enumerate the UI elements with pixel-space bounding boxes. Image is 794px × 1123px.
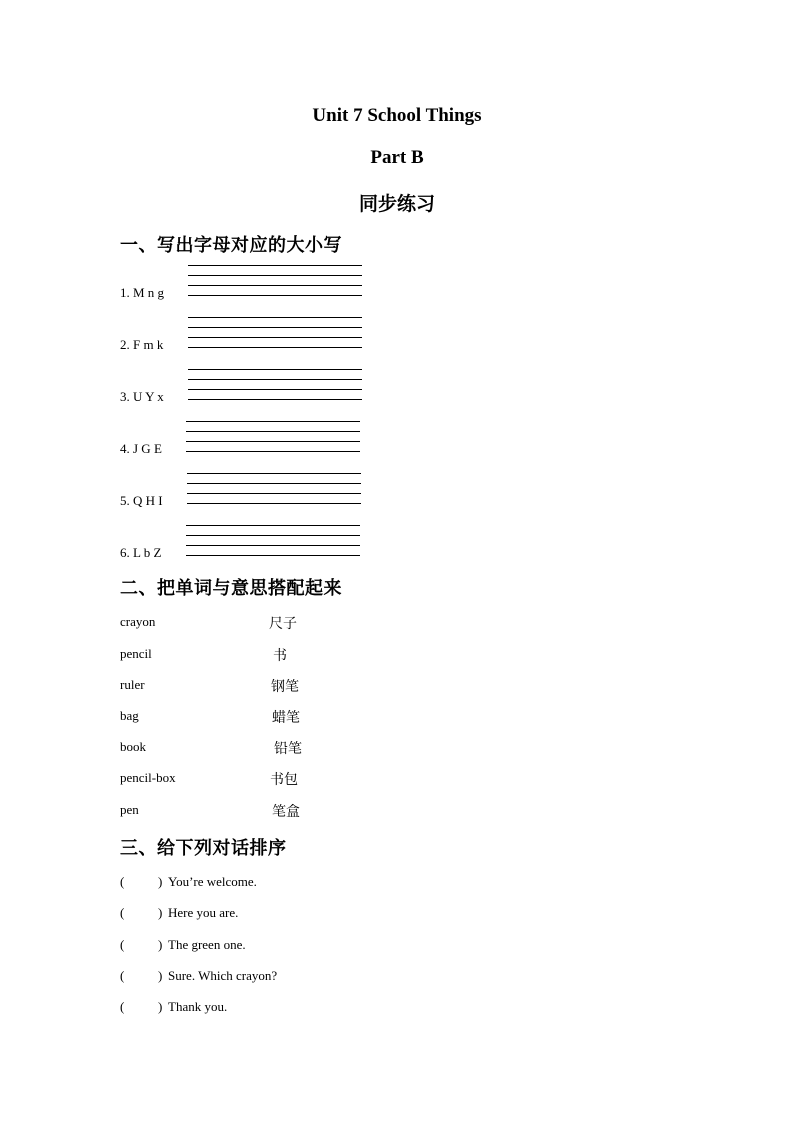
dialogue-text: Here you are. [168, 905, 239, 920]
section-1-heading: 一、写出字母对应的大小写 [120, 235, 342, 255]
writing-lines [188, 317, 362, 349]
chinese-meaning: 书包 [270, 773, 298, 788]
close-paren: ) [158, 874, 163, 889]
writing-lines [186, 421, 360, 453]
close-paren: ) [158, 937, 163, 952]
page-title: Unit 7 School Things [312, 105, 482, 126]
writing-lines [188, 265, 362, 297]
page-subtitle: 同步练习 [358, 194, 435, 215]
english-word: pencil-box [120, 770, 176, 785]
letter-item-label: 1. M n g [120, 285, 165, 300]
open-paren: ( [120, 874, 125, 889]
chinese-meaning: 书 [273, 649, 287, 664]
english-word: crayon [120, 614, 156, 629]
english-word: book [120, 739, 146, 754]
letter-item-label: 5. Q H I [120, 493, 163, 508]
open-paren: ( [120, 968, 125, 983]
chinese-meaning: 蜡笔 [272, 711, 300, 726]
letter-item-label: 2. F m k [120, 337, 164, 352]
section-2-heading: 二、把单词与意思搭配起来 [120, 578, 342, 598]
chinese-meaning: 笔盒 [272, 805, 300, 820]
close-paren: ) [158, 999, 163, 1014]
chinese-meaning: 铅笔 [274, 742, 302, 757]
dialogue-text: Thank you. [168, 999, 228, 1014]
chinese-meaning: 尺子 [269, 617, 297, 632]
dialogue-text: You’re welcome. [168, 874, 257, 889]
open-paren: ( [120, 999, 125, 1014]
letter-item-label: 6. L b Z [120, 545, 162, 560]
letter-item-label: 4. J G E [120, 441, 162, 456]
close-paren: ) [158, 905, 163, 920]
writing-lines [188, 369, 362, 401]
part-label: Part B [370, 147, 424, 168]
open-paren: ( [120, 905, 125, 920]
chinese-meaning: 钢笔 [271, 680, 299, 695]
close-paren: ) [158, 968, 163, 983]
dialogue-text: Sure. Which crayon? [168, 968, 278, 983]
english-word: ruler [120, 677, 145, 692]
letter-item-label: 3. U Y x [120, 389, 164, 404]
english-word: pencil [120, 646, 152, 661]
dialogue-text: The green one. [168, 937, 246, 952]
english-word: pen [120, 802, 139, 817]
writing-lines [187, 473, 361, 505]
writing-lines [186, 525, 360, 557]
english-word: bag [120, 708, 139, 723]
open-paren: ( [120, 937, 125, 952]
section-3-heading: 三、给下列对话排序 [120, 838, 287, 858]
